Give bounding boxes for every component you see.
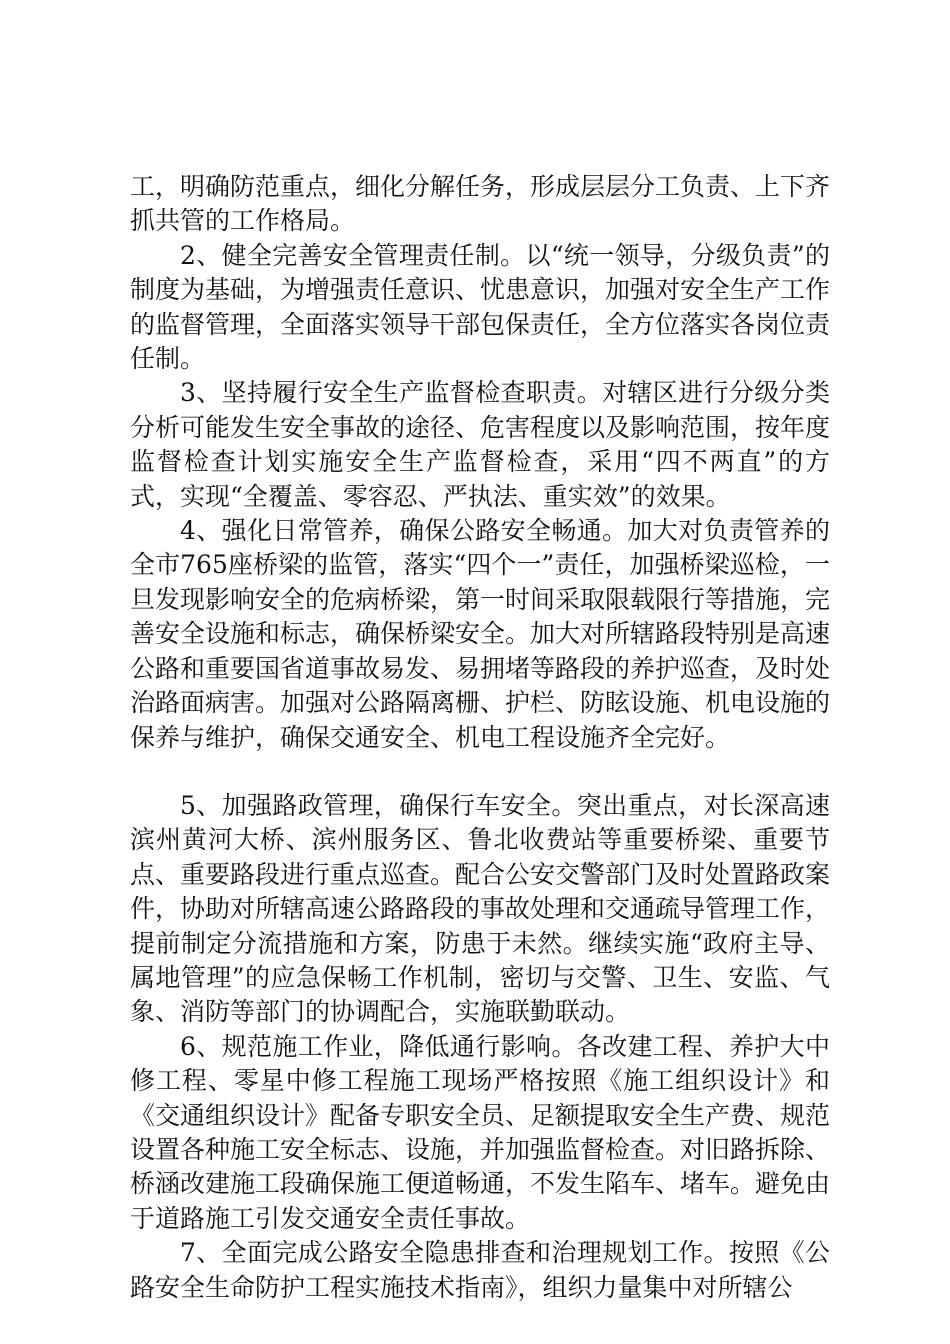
paragraph-item-6: 6、规范施工作业，降低通行影响。各改建工程、养护大中修工程、零星中修工程施工现场严格按照《施工组织设计》和《交通组织设计》配备专职安全员、足额提取安全生产费、规范设置各种施工安全标志、设施，并加强监督检查。对旧路拆除、桥涵改建施工段确保施工便道畅通，不发生陷车、堵车。避免由于道路施工引发交通安全责任事故。	[130, 1031, 831, 1233]
paragraph-item-7: 7、全面完成公路安全隐患排查和治理规划工作。按照《公路安全生命防护工程实施技术指南》，组织力量集中对所辖公	[130, 1238, 830, 1302]
paragraph-item-3: 3、坚持履行安全生产监督检查职责。对辖区进行分级分类分析可能发生安全事故的途径、危害程度以及影响范围，按年度监督检查计划实施安全生产监督检查，采用“四不两直”的方式，实现“全覆盖、零容忍、严执法、重实效”的效果。	[130, 378, 831, 511]
paragraph-item-4: 4、强化日常管养，确保公路安全畅通。加大对负责管养的全市765座桥梁的监管，落实“四个一”责任，加强桥梁巡检，一旦发现影响安全的危病桥梁，第一时间采取限载限行等措施，完善安全设施和标志，确保桥梁安全。加大对所辖路段特别是高速公路和重要国省道事故易发、易拥堵等路段的养护巡查，及时处治路面病害。加强对公路隔离栅、护栏、防眩设施、机电设施的保养与维护，确保交通安全、机电工程设施齐全完好。	[130, 516, 831, 752]
paragraph-item-5: 5、加强路政管理，确保行车安全。突出重点，对长深高速滨州黄河大桥、滨州服务区、鲁北收费站等重要桥梁、重要节点、重要路段进行重点巡查。配合公安交警部门及时处置路政案件，协助对所辖高速公路路段的事故处理和交通疏导管理工作，提前制定分流措施和方案，防患于未然。继续实施“政府主导、属地管理”的应急保畅工作机制，密切与交警、卫生、安监、气象、消防等部门的协调配合，实施联勤联动。	[130, 790, 831, 1027]
document-body	[130, 170, 830, 1305]
paragraph-continuation: 工，明确防范重点，细化分解任务，形成层层分工负责、上下齐抓共管的工作格局。	[130, 172, 831, 236]
paragraph-item-2: 2、健全完善安全管理责任制。以“统一领导，分级负责”的制度为基础，为增强责任意识、忧患意识，加强对安全生产工作的监督管理，全面落实领导干部包保责任，全方位落实各岗位责任制。	[130, 240, 831, 374]
